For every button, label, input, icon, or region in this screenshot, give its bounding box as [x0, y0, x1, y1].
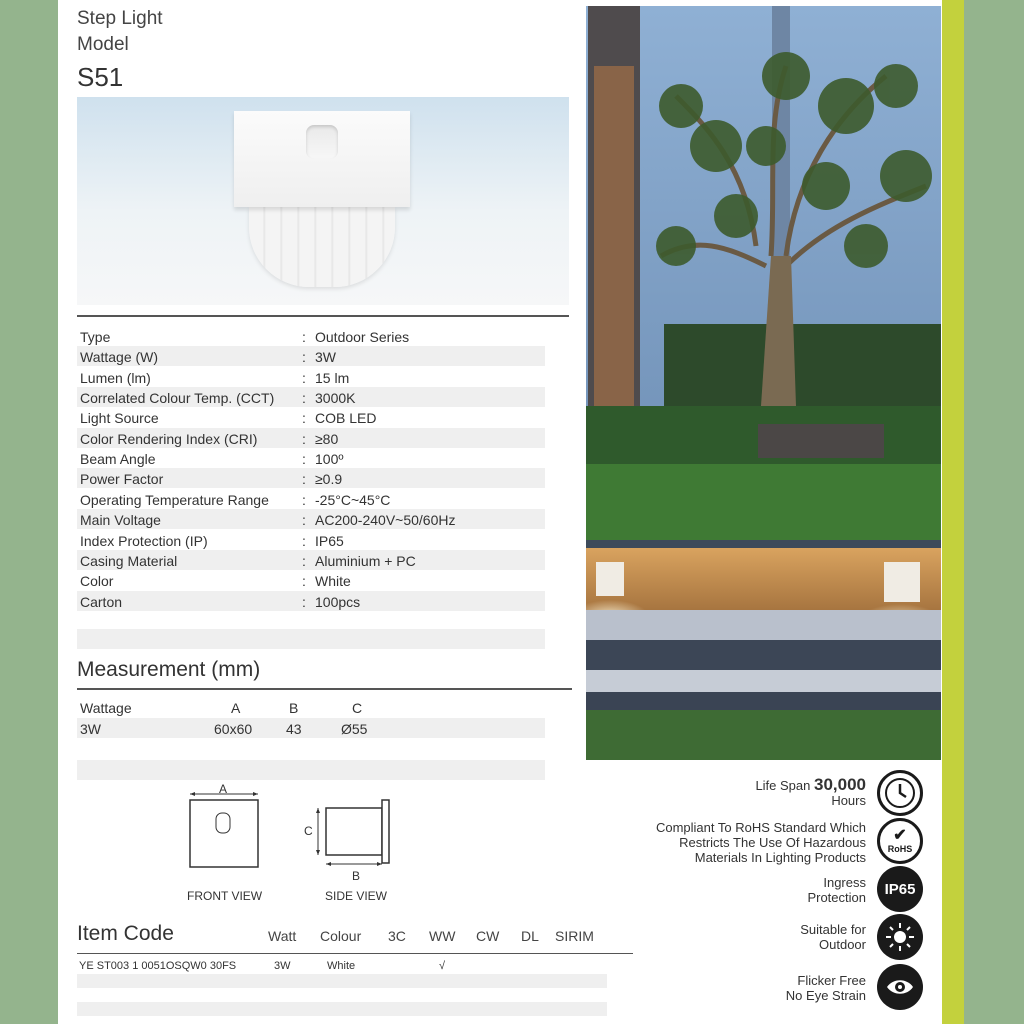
spec-colon: : — [302, 471, 306, 487]
spec-label: Type — [80, 329, 111, 345]
spec-row — [77, 407, 545, 427]
dim-a-label: A — [219, 782, 228, 796]
sun-icon — [877, 914, 923, 960]
spec-value: COB LED — [315, 410, 377, 426]
ingress-line: Protection — [807, 890, 866, 905]
item-code-header: 3C — [388, 928, 406, 944]
item-watt-value: 3W — [274, 960, 291, 972]
measurement-cell: 60x60 — [214, 721, 253, 737]
blank-row — [77, 974, 607, 988]
product-light-window — [306, 125, 338, 159]
item-colour-value: White — [327, 960, 356, 972]
eye-icon — [877, 964, 923, 1010]
dim-c-label: C — [304, 824, 313, 838]
measurement-cell: 3W — [80, 721, 101, 737]
blank-row — [77, 629, 545, 649]
spec-row — [77, 468, 545, 488]
rohs-badge-label: RoHS — [887, 844, 913, 854]
rohs-line: Materials In Lighting Products — [694, 850, 866, 865]
item-code-header: DL — [521, 928, 539, 944]
spec-row — [77, 448, 545, 468]
spec-value: Aluminium + PC — [315, 553, 416, 569]
blank-row — [77, 1002, 607, 1016]
side-view-caption: SIDE VIEW — [325, 889, 388, 903]
spec-row — [77, 326, 545, 346]
product-type: Step Light — [77, 8, 163, 29]
spec-label: Operating Temperature Range — [80, 492, 269, 508]
spec-label: Power Factor — [80, 471, 164, 487]
product-face-plate — [234, 111, 410, 207]
spec-value: IP65 — [315, 533, 344, 549]
item-code-title: Item Code — [77, 922, 174, 945]
spec-value: 15 lm — [315, 370, 350, 386]
spec-row — [77, 509, 545, 529]
item-code-header: WW — [429, 928, 456, 944]
product-body — [249, 207, 395, 287]
spec-label: Light Source — [80, 410, 159, 426]
spec-value: ≥80 — [315, 431, 339, 447]
spec-colon: : — [302, 594, 306, 610]
measurement-header: A — [231, 700, 241, 716]
rohs-badge-icon: ✔ RoHS — [877, 818, 923, 864]
spec-colon: : — [302, 451, 306, 467]
spec-colon: : — [302, 390, 306, 406]
scene-illustration — [586, 6, 941, 760]
rohs-line: Restricts The Use Of Hazardous — [679, 835, 866, 850]
spec-value: 3W — [315, 349, 336, 365]
spec-row — [77, 428, 545, 448]
life-span-prefix: Life Span — [755, 778, 811, 793]
measurement-title: Measurement (mm) — [77, 658, 261, 681]
outdoor-line: Outdoor — [819, 937, 866, 952]
measurement-cell: 43 — [286, 721, 302, 737]
spec-label: Index Protection (IP) — [80, 533, 208, 549]
item-code-header: CW — [476, 928, 500, 944]
spec-value: 100pcs — [315, 594, 361, 610]
measurement-row — [77, 718, 545, 738]
measurement-rule — [77, 688, 572, 690]
model-label: Model — [77, 34, 129, 55]
measurement-cell: Ø55 — [341, 721, 368, 737]
spec-row — [77, 530, 545, 550]
spec-value: White — [315, 573, 351, 589]
spec-colon: : — [302, 410, 306, 426]
ip65-badge-label: IP65 — [884, 880, 916, 898]
spec-row — [77, 387, 545, 407]
item-ww-check: √ — [439, 960, 446, 972]
spec-value: 3000K — [315, 390, 356, 406]
outdoor-text — [800, 922, 866, 952]
spec-label: Color Rendering Index (CRI) — [80, 431, 258, 447]
measurement-header-row — [77, 697, 545, 717]
spec-row — [77, 570, 545, 590]
spec-row — [77, 346, 545, 366]
rohs-line: Compliant To RoHS Standard Which — [655, 820, 866, 835]
spec-label: Main Voltage — [80, 512, 161, 528]
spec-label: Lumen (lm) — [80, 370, 151, 386]
dimension-diagram — [180, 780, 410, 880]
spec-value: ≥0.9 — [315, 471, 343, 487]
outdoor-line: Suitable for — [800, 922, 866, 937]
spec-row — [77, 367, 545, 387]
flicker-line: No Eye Strain — [785, 988, 866, 1003]
spec-colon: : — [302, 349, 306, 365]
life-span-text — [755, 777, 866, 808]
blank-row — [77, 760, 545, 780]
item-code-row — [77, 958, 607, 974]
spec-row — [77, 591, 545, 611]
spec-colon: : — [302, 573, 306, 589]
life-span-value: 30,000 — [814, 775, 866, 794]
ingress-line: Ingress — [823, 875, 866, 890]
product-photo — [77, 97, 569, 305]
measurement-header: Wattage — [80, 700, 132, 716]
flicker-line: Flicker Free — [797, 973, 866, 988]
rohs-text — [656, 820, 866, 865]
spec-value: Outdoor Series — [315, 329, 410, 345]
measurement-header: B — [289, 700, 299, 716]
flicker-text — [786, 973, 866, 1003]
spec-row — [77, 489, 545, 509]
item-code-header: Colour — [320, 928, 362, 944]
spec-colon: : — [302, 512, 306, 528]
spec-colon: : — [302, 370, 306, 386]
item-code-value: YE ST003 1 0051OSQW0 30FS — [79, 960, 237, 972]
spec-label: Carton — [80, 594, 123, 610]
model-code: S51 — [77, 62, 124, 92]
spec-row — [77, 550, 545, 570]
application-photo — [586, 6, 941, 760]
spec-label: Wattage (W) — [80, 349, 159, 365]
spec-colon: : — [302, 553, 306, 569]
life-span-unit: Hours — [831, 793, 866, 808]
spec-value: 100º — [315, 451, 344, 467]
front-view-caption: FRONT VIEW — [187, 889, 263, 903]
item-code-header: Watt — [268, 928, 297, 944]
spec-colon: : — [302, 492, 306, 508]
spec-rule — [77, 315, 569, 317]
ip65-badge-icon — [877, 866, 923, 912]
spec-label: Correlated Colour Temp. (CCT) — [80, 390, 275, 406]
item-code-rule — [77, 953, 633, 954]
spec-label: Color — [80, 573, 114, 589]
measurement-header: C — [352, 700, 363, 716]
spec-colon: : — [302, 431, 306, 447]
dim-b-label: B — [352, 869, 361, 883]
ingress-text — [807, 875, 866, 905]
spec-label: Beam Angle — [80, 451, 156, 467]
clock-icon — [877, 770, 923, 816]
spec-label: Casing Material — [80, 553, 178, 569]
spec-value: AC200-240V~50/60Hz — [315, 512, 456, 528]
spec-value: -25°C~45°C — [315, 492, 391, 508]
accent-bar — [942, 0, 964, 1024]
spec-colon: : — [302, 533, 306, 549]
item-code-header: SIRIM — [555, 928, 594, 944]
spec-colon: : — [302, 329, 306, 345]
